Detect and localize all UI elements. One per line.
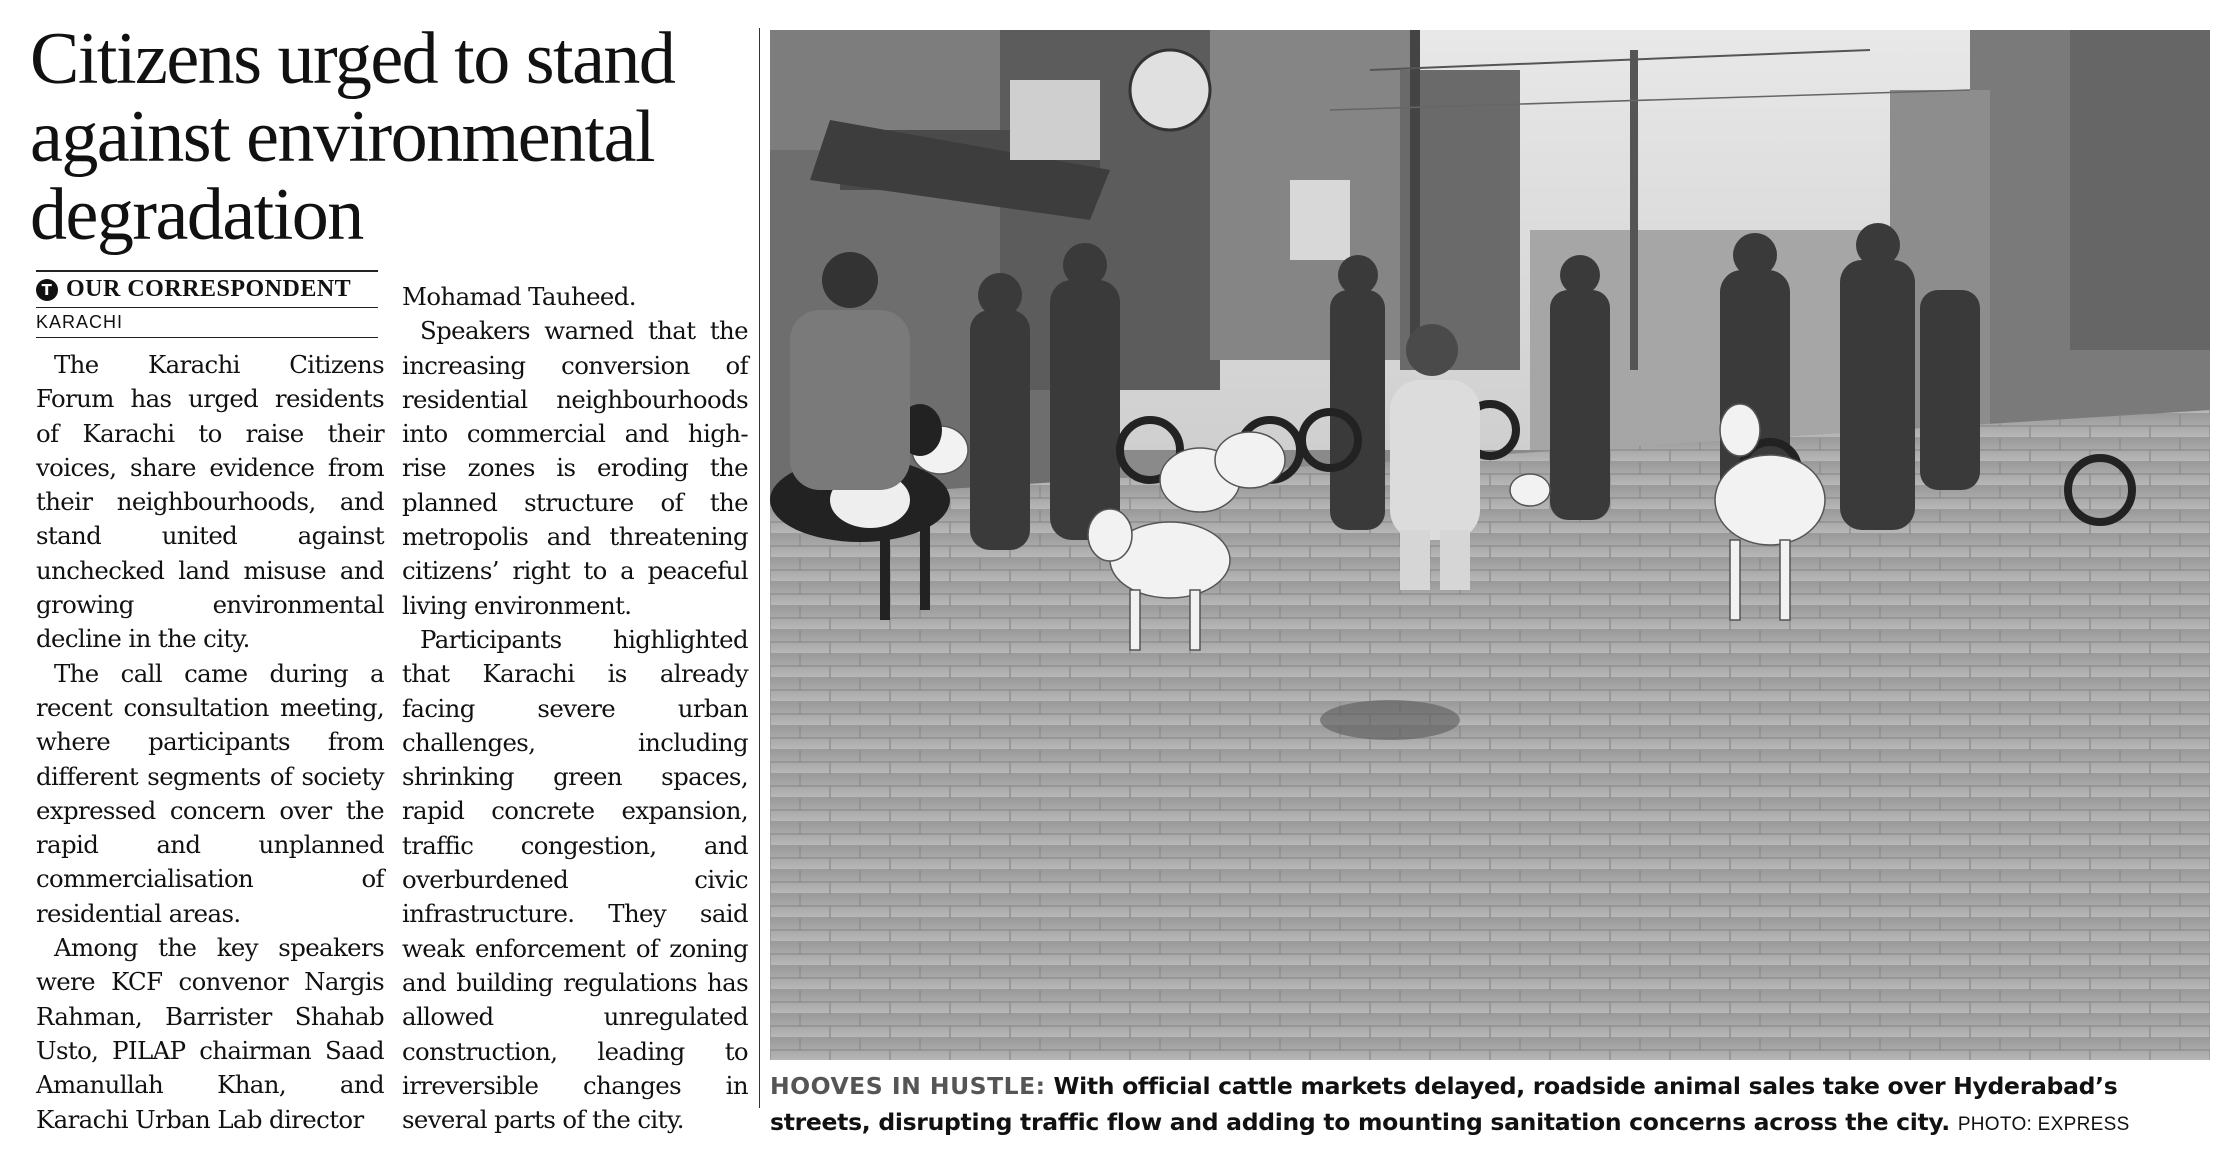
paragraph: The Karachi Citizens Forum has urged residents of Karachi to raise their voices, share evidence from their neighbourhoods, and stand united against unchecked land misuse and growing environmental decline in the city. (36, 350, 384, 654)
paragraph: Participants highlighted that Karachi is already facing severe urban challenges, including shrinking green spaces, rapid concrete expansion, traffic congestion, and overburdened civic infrastructure. They said weak enforcement of zoning and building regulations has allowed unregulated construction, leading to irreversible changes in several parts of the city. (402, 624, 748, 1135)
paragraph-continuation: Mohamad Tauheed. (402, 282, 636, 311)
photo-caption (770, 1068, 2214, 1143)
photo-credit: PHOTO: EXPRESS (1957, 1114, 2130, 1135)
article-column-2 (402, 280, 748, 1137)
byline-block (36, 270, 378, 338)
express-tribune-logo-icon: T (36, 279, 58, 301)
news-photo (770, 30, 2210, 1060)
byline-text: OUR CORRESPONDENT (66, 276, 352, 302)
dateline: KARACHI (36, 308, 378, 338)
headline: Citizens urged to stand against environmental degradation (30, 18, 675, 256)
article-column-1 (36, 348, 384, 1137)
byline (36, 270, 378, 308)
paragraph: Among the key speakers were KCF convenor Nargis Rahman, Barrister Shahab Usto, PILAP chairman Saad Amanullah Khan, and Karachi Urban Lab director (36, 933, 384, 1134)
column-divider (759, 28, 760, 1108)
caption-text: With official cattle markets delayed, roadside animal sales take over Hyderabad’s streets, disrupting traffic flow and adding to mounting sanitation concerns across the city. (770, 1072, 2118, 1136)
paragraph: The call came during a recent consultation meeting, where participants from different segments of society expressed concern over the rapid and unplanned commercialisation of residential areas. (36, 658, 384, 928)
caption-kicker: HOOVES IN HUSTLE: (770, 1072, 1046, 1100)
paragraph: Speakers warned that the increasing conversion of residential neighbourhoods into commercial and high-rise zones is eroding the planned structure of the metropolis and threatening citizens’ right to a peaceful living environment. (402, 316, 748, 620)
